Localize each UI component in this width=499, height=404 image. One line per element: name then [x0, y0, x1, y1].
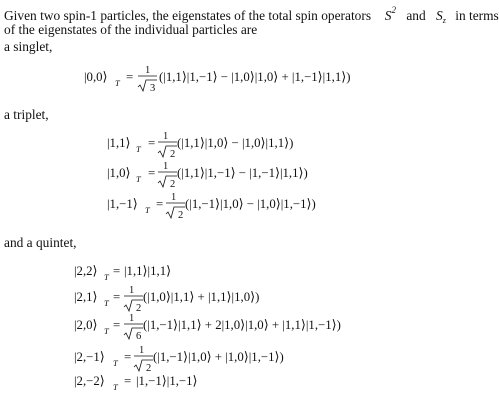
triplet-equation-3	[107, 192, 316, 221]
in-terms-text: in terms	[455, 8, 499, 23]
quintet-label: and a quintet,	[4, 235, 77, 250]
quintet-20-denominator: 6	[136, 331, 142, 342]
sz-letter: S	[436, 8, 443, 23]
intro-line-2: of the eigenstates of the individual particles are	[4, 22, 258, 37]
quintet-2m1-equals: =	[124, 350, 132, 364]
quintet-22-lhs: |2,2⟩	[74, 264, 98, 278]
quintet-21-equals: =	[113, 290, 121, 304]
singlet-label: a singlet,	[4, 39, 53, 54]
and-word: and	[406, 8, 426, 23]
s2-power: 2	[391, 5, 396, 15]
intro-text-1: Given two spin-1 particles, the eigenstates of the total spin operators	[4, 8, 372, 23]
quintet-22-equals: =	[113, 264, 121, 278]
quintet-20-rhs: (|1,−1⟩|1,1⟩ + 2|1,0⟩|1,0⟩ + |1,1⟩|1,−1⟩)	[143, 318, 341, 332]
triplet-equation-1	[107, 131, 293, 160]
quintet-20-subscript: T	[104, 326, 109, 336]
singlet-subscript: T	[115, 78, 120, 88]
triplet-11-denominator: 2	[170, 149, 176, 160]
singlet-rhs: (|1,1⟩|1,−1⟩ − |1,0⟩|1,0⟩ + |1,−1⟩|1,1⟩)	[159, 70, 351, 84]
quintet-21-rhs: (|1,0⟩|1,1⟩ + |1,1⟩|1,0⟩)	[143, 290, 260, 304]
quintet-2m1-rhs: (|1,−1⟩|1,0⟩ + |1,0⟩|1,−1⟩)	[153, 350, 284, 364]
triplet-11-lhs: |1,1⟩	[107, 136, 131, 150]
triplet-1m1-subscript: T	[145, 205, 150, 215]
quintet-2m1-subscript: T	[113, 358, 118, 368]
triplet-label: a triplet,	[4, 107, 49, 122]
triplet-1m1-lhs: |1,−1⟩	[107, 197, 138, 211]
triplet-11-rhs: (|1,1⟩|1,0⟩ − |1,0⟩|1,1⟩)	[177, 136, 294, 150]
triplet-1m1-numerator: 1	[171, 192, 177, 203]
triplet-equation-2	[107, 161, 308, 190]
singlet-lhs: |0,0⟩	[84, 70, 108, 84]
quintet-20-lhs: |2,0⟩	[74, 318, 98, 332]
quintet-22-subscript: T	[104, 272, 109, 282]
triplet-1m1-equals: =	[156, 197, 164, 211]
singlet-equals: =	[126, 70, 134, 84]
triplet-1m1-rhs: (|1,−1⟩|1,0⟩ − |1,0⟩|1,−1⟩)	[185, 197, 316, 211]
quintet-2m2-subscript: T	[113, 382, 118, 392]
quintet-21-numerator: 1	[129, 285, 135, 296]
s2-letter: S	[384, 8, 392, 23]
quintet-2m1-lhs: |2,−1⟩	[74, 350, 105, 364]
triplet-11-subscript: T	[136, 144, 141, 154]
singlet-equation	[84, 65, 351, 94]
quintet-equation-4	[74, 345, 284, 374]
singlet-denominator: 3	[150, 83, 156, 94]
quintet-equation-2	[74, 285, 259, 314]
triplet-10-denominator: 2	[170, 179, 176, 190]
quintet-2m1-numerator: 1	[139, 345, 145, 356]
quintet-22-rhs: |1,1⟩|1,1⟩	[124, 264, 172, 278]
triplet-11-numerator: 1	[163, 131, 169, 142]
quintet-2m2-rhs: |1,−1⟩|1,−1⟩	[136, 374, 198, 388]
quintet-equation-3	[74, 313, 341, 342]
triplet-11-equals: =	[148, 136, 156, 150]
quintet-21-lhs: |2,1⟩	[74, 290, 98, 304]
quintet-equation-5	[74, 374, 198, 392]
quintet-20-equals: =	[113, 318, 121, 332]
quintet-equation-1	[74, 264, 171, 282]
quintet-2m1-denominator: 2	[146, 363, 152, 374]
quintet-20-numerator: 1	[129, 313, 135, 324]
quintet-2m2-equals: =	[124, 374, 132, 388]
triplet-10-equals: =	[148, 166, 156, 180]
triplet-1m1-denominator: 2	[178, 210, 184, 221]
triplet-10-numerator: 1	[163, 161, 169, 172]
singlet-numerator: 1	[145, 65, 151, 76]
triplet-10-rhs: (|1,1⟩|1,−1⟩ − |1,−1⟩|1,1⟩)	[177, 166, 308, 180]
triplet-10-lhs: |1,0⟩	[107, 166, 131, 180]
quintet-21-subscript: T	[104, 298, 109, 308]
triplet-10-subscript: T	[136, 174, 141, 184]
quintet-21-denominator: 2	[136, 303, 142, 314]
quintet-2m2-lhs: |2,−2⟩	[74, 374, 105, 388]
sz-subscript: z	[442, 16, 446, 25]
